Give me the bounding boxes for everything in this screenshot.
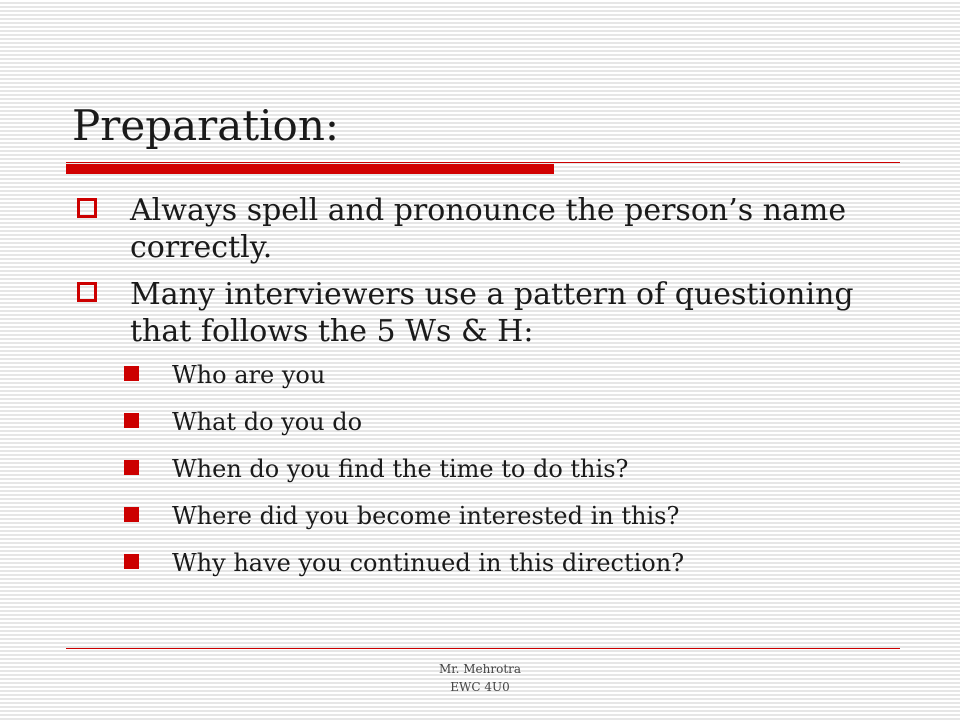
title-divider-thin	[66, 162, 900, 163]
bullet-text: Always spell and pronounce the person’s name correctly.	[130, 193, 847, 265]
sub-bullet-item	[72, 360, 912, 390]
sub-bullet-item	[72, 548, 912, 578]
footer-divider	[66, 648, 900, 649]
sub-bullet-text: When do you find the time to do this?	[172, 455, 629, 483]
filled-square-icon	[124, 413, 139, 428]
footer-author: Mr. Mehrotra	[438, 662, 522, 676]
sub-bullet-text: What do you do	[172, 408, 363, 436]
sub-bullet-list	[72, 360, 912, 578]
bullet-text: Many interviewers use a pattern of questioning that follows the 5 Ws & H:	[130, 277, 854, 349]
hollow-square-icon	[77, 282, 97, 302]
footer-course: EWC 4U0	[450, 680, 510, 694]
sub-bullet-item	[72, 454, 912, 484]
slide-title: Preparation:	[72, 101, 340, 150]
bullet-item	[72, 276, 912, 350]
filled-square-icon	[124, 366, 139, 381]
sub-bullet-text: Why have you continued in this direction?	[172, 549, 685, 577]
hollow-square-icon	[77, 198, 97, 218]
filled-square-icon	[124, 460, 139, 475]
bullet-item	[72, 192, 912, 266]
title-divider-thick	[66, 164, 554, 174]
filled-square-icon	[124, 554, 139, 569]
slide-content	[72, 192, 912, 595]
sub-bullet-item	[72, 501, 912, 531]
sub-bullet-text: Who are you	[172, 361, 326, 389]
sub-bullet-item	[72, 407, 912, 437]
slide-footer	[380, 660, 580, 696]
filled-square-icon	[124, 507, 139, 522]
sub-bullet-text: Where did you become interested in this?	[172, 502, 680, 530]
